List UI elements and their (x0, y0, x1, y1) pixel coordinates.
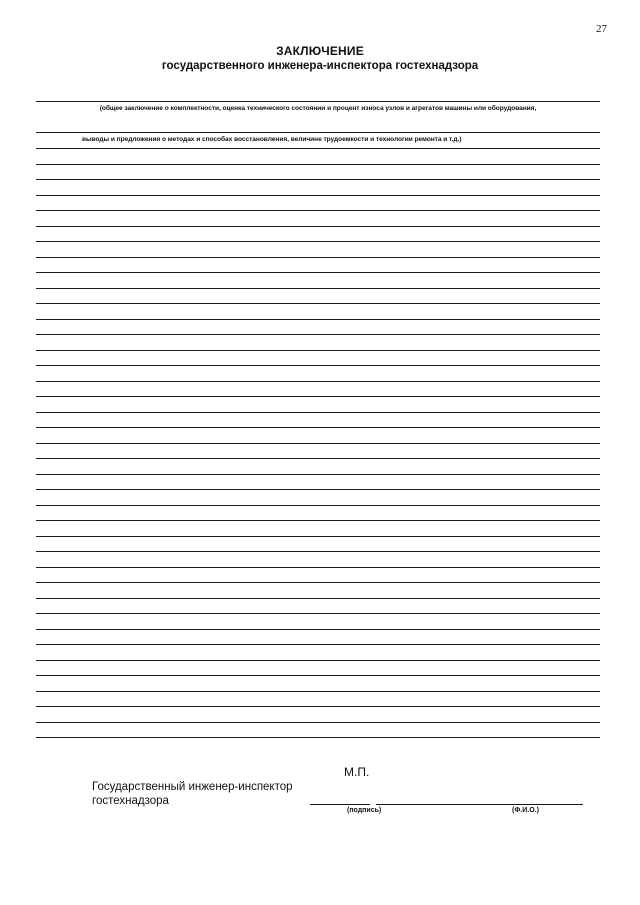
signature-line[interactable] (310, 804, 370, 805)
signatory-position-line-1: Государственный инженер-инспектор (92, 781, 293, 793)
writing-line[interactable] (36, 365, 600, 366)
instruction-line-2: выводы и предложения о методах и способах восстановления, величине трудоемкости и технологии ремонта и т.д.) (82, 136, 462, 143)
writing-line[interactable] (36, 443, 600, 444)
writing-line[interactable] (36, 396, 600, 397)
writing-line[interactable] (36, 458, 600, 459)
writing-line[interactable] (36, 551, 600, 552)
writing-line[interactable] (36, 489, 600, 490)
name-line[interactable] (376, 804, 583, 805)
writing-line[interactable] (36, 350, 600, 351)
writing-line[interactable] (36, 412, 600, 413)
writing-line[interactable] (36, 474, 600, 475)
writing-line[interactable] (36, 520, 600, 521)
writing-line[interactable] (36, 660, 600, 661)
signatory-position (92, 780, 293, 808)
page-subtitle: государственного инженера-инспектора гостехнадзора (161, 60, 479, 72)
writing-line[interactable] (36, 195, 600, 196)
writing-line[interactable] (36, 210, 600, 211)
writing-line[interactable] (36, 148, 600, 149)
writing-line[interactable] (36, 179, 600, 180)
signatory-position-line-2: гостехнадзора (92, 795, 169, 807)
writing-line[interactable] (36, 226, 600, 227)
writing-line[interactable] (36, 101, 600, 102)
writing-line[interactable] (36, 288, 600, 289)
writing-line[interactable] (36, 567, 600, 568)
writing-line[interactable] (36, 691, 600, 692)
page-number: 27 (596, 23, 607, 35)
writing-line[interactable] (36, 164, 600, 165)
writing-line[interactable] (36, 706, 600, 707)
writing-line[interactable] (36, 257, 600, 258)
writing-line[interactable] (36, 272, 600, 273)
writing-line[interactable] (36, 334, 600, 335)
writing-line[interactable] (36, 381, 600, 382)
writing-line[interactable] (36, 505, 600, 506)
writing-line[interactable] (36, 582, 600, 583)
writing-line[interactable] (36, 536, 600, 537)
writing-line[interactable] (36, 675, 600, 676)
instruction-line-1: (общее заключение о комплектности, оценка технического состоянии и процент износа узлов и агрегатов машины или оборудования, (99, 105, 537, 112)
writing-line[interactable] (36, 629, 600, 630)
page-title: ЗАКЛЮЧЕНИЕ (276, 44, 364, 58)
writing-line[interactable] (36, 722, 600, 723)
signature-caption: (подпись) (347, 807, 382, 814)
writing-line[interactable] (36, 613, 600, 614)
writing-line[interactable] (36, 241, 600, 242)
name-caption: (Ф.И.О.) (512, 807, 539, 814)
writing-line[interactable] (36, 132, 600, 133)
writing-line[interactable] (36, 737, 600, 738)
writing-line[interactable] (36, 644, 600, 645)
stamp-placeholder: М.П. (344, 765, 370, 779)
writing-line[interactable] (36, 427, 600, 428)
writing-line[interactable] (36, 319, 600, 320)
writing-line[interactable] (36, 598, 600, 599)
writing-line[interactable] (36, 303, 600, 304)
